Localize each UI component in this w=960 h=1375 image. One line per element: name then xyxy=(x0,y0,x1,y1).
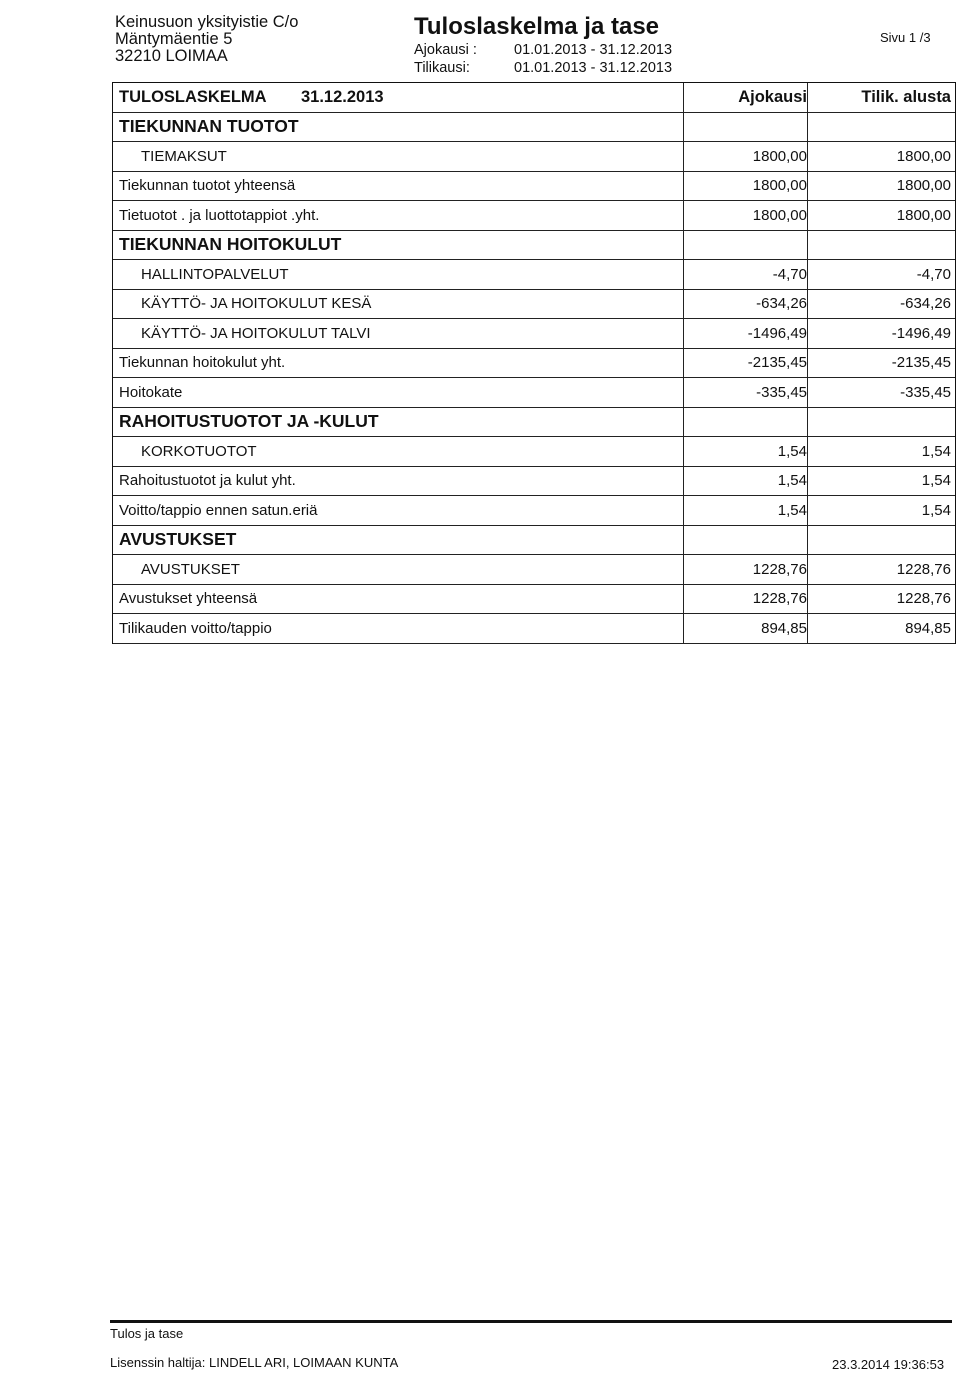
value-ajokausi: 1,54 xyxy=(777,501,807,519)
value-ajokausi: 1800,00 xyxy=(752,147,807,165)
value-ajokausi: 1800,00 xyxy=(752,177,807,195)
value-tilik-alusta: 1800,00 xyxy=(896,177,951,195)
table-row xyxy=(113,437,955,467)
period-value: 01.01.2013 - 31.12.2013 xyxy=(514,60,673,76)
row-label: TIEMAKSUT xyxy=(141,147,227,165)
value-tilik-alusta: -2135,45 xyxy=(891,354,951,372)
footer-document-name: Tulos ja tase xyxy=(110,1326,184,1341)
value-tilik-alusta: 1,54 xyxy=(921,501,951,519)
row-label: Tietuotot . ja luottotappiot .yht. xyxy=(119,206,320,224)
row-label: AVUSTUKSET xyxy=(119,529,237,550)
org-line-street: Mäntymäentie 5 xyxy=(115,30,233,48)
value-ajokausi: -2135,45 xyxy=(747,354,807,372)
page-number: Sivu 1 /3 xyxy=(880,30,931,45)
value-tilik-alusta: 1800,00 xyxy=(896,147,951,165)
table-row xyxy=(113,260,955,290)
row-label: Avustukset yhteensä xyxy=(119,590,258,608)
value-ajokausi: 1228,76 xyxy=(752,560,807,578)
footer-rule xyxy=(110,1320,952,1323)
value-tilik-alusta: -335,45 xyxy=(900,383,951,401)
total-row xyxy=(113,585,955,615)
row-label: Tilikauden voitto/tappio xyxy=(119,619,272,637)
section-heading-row xyxy=(113,113,955,143)
value-ajokausi: 1,54 xyxy=(777,442,807,460)
value-tilik-alusta: 1,54 xyxy=(921,442,951,460)
value-tilik-alusta: 1800,00 xyxy=(896,206,951,224)
section-heading-row xyxy=(113,408,955,438)
value-ajokausi: 1800,00 xyxy=(752,206,807,224)
value-tilik-alusta: 1,54 xyxy=(921,472,951,490)
row-label: AVUSTUKSET xyxy=(141,560,240,578)
total-row xyxy=(113,614,955,644)
row-label: KÄYTTÖ- JA HOITOKULUT TALVI xyxy=(141,324,371,342)
document-title: Tuloslaskelma ja tase xyxy=(414,13,660,40)
row-label: HALLINTOPALVELUT xyxy=(141,265,289,283)
row-label: TIEKUNNAN TUOTOT xyxy=(119,116,299,137)
org-line-postal: 32210 LOIMAA xyxy=(115,47,228,65)
column-header-tilik-alusta: Tilik. alusta xyxy=(861,87,951,106)
total-row xyxy=(113,172,955,202)
value-tilik-alusta: -4,70 xyxy=(916,265,951,283)
value-ajokausi: 1228,76 xyxy=(752,590,807,608)
column-header-ajokausi: Ajokausi xyxy=(738,87,807,106)
table-row xyxy=(113,555,955,585)
section-heading-row xyxy=(113,526,955,556)
period-label: Tilikausi: xyxy=(414,60,470,76)
total-row xyxy=(113,378,955,408)
row-label: Voitto/tappio ennen satun.eriä xyxy=(119,501,318,519)
value-ajokausi: 894,85 xyxy=(761,619,807,637)
value-tilik-alusta: 894,85 xyxy=(905,619,951,637)
report-heading-date: 31.12.2013 xyxy=(301,87,384,106)
value-ajokausi: -4,70 xyxy=(772,265,807,283)
row-label: TIEKUNNAN HOITOKULUT xyxy=(119,234,342,255)
row-label: Rahoitustuotot ja kulut yht. xyxy=(119,472,296,490)
period-value: 01.01.2013 - 31.12.2013 xyxy=(514,42,673,58)
value-ajokausi: 1,54 xyxy=(777,472,807,490)
value-ajokausi: -634,26 xyxy=(756,295,807,313)
section-heading-row xyxy=(113,231,955,261)
total-row xyxy=(113,467,955,497)
organization-address xyxy=(115,14,298,65)
period-label: Ajokausi : xyxy=(414,42,477,58)
value-ajokausi: -335,45 xyxy=(756,383,807,401)
value-tilik-alusta: 1228,76 xyxy=(896,560,951,578)
table-row xyxy=(113,319,955,349)
table-row xyxy=(113,142,955,172)
row-label: KÄYTTÖ- JA HOITOKULUT KESÄ xyxy=(141,295,372,313)
value-tilik-alusta: -1496,49 xyxy=(891,324,951,342)
period-tilikausi xyxy=(414,60,672,76)
total-row xyxy=(113,349,955,379)
table-row xyxy=(113,290,955,320)
value-ajokausi: -1496,49 xyxy=(747,324,807,342)
footer-license: Lisenssin haltija: LINDELL ARI, LOIMAAN KUNTA xyxy=(110,1355,399,1370)
row-label: Tiekunnan hoitokulut yht. xyxy=(119,354,286,372)
row-label: Hoitokate xyxy=(119,383,183,401)
period-ajokausi xyxy=(414,42,672,58)
row-label: Tiekunnan tuotot yhteensä xyxy=(119,177,296,195)
org-line-name: Keinusuon yksityistie C/o xyxy=(115,13,299,31)
total-row xyxy=(113,201,955,231)
value-tilik-alusta: 1228,76 xyxy=(896,590,951,608)
report-heading-label: TULOSLASKELMA xyxy=(119,87,267,106)
total-row xyxy=(113,496,955,526)
table-header-row xyxy=(113,83,955,113)
income-statement-table xyxy=(112,82,956,644)
row-label: KORKOTUOTOT xyxy=(141,442,257,460)
footer-timestamp: 23.3.2014 19:36:53 xyxy=(832,1357,945,1372)
value-tilik-alusta: -634,26 xyxy=(900,295,951,313)
row-label: RAHOITUSTUOTOT JA -KULUT xyxy=(119,411,379,432)
